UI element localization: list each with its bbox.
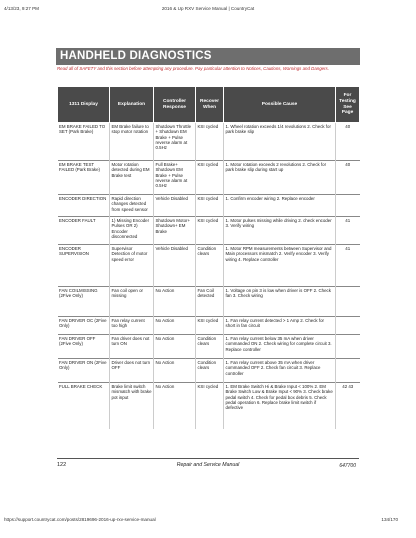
cell-cause: 1. Wheel rotation exceeds 1/4 revolutions 2. Check for park brake slip [224,123,336,161]
cell-explanation: Fan coil open or missing [110,287,154,317]
cell-display: FAN DRIVER OFF (2Five Only) [58,335,110,359]
cell-display: ENCODER DIRECTION [58,195,110,217]
cell-cause: 1. Motor pulses missing while driving 2. check encoder 3. Verify wiring [224,217,336,245]
table-row [58,287,360,317]
cell-recover: KSI cycled [196,217,224,245]
cell-response: No Action [154,335,196,359]
cell-response: Shutdown Throttle + Shutdown EM Brake + Pulse reverse alarm at 0.5Hz [154,123,196,161]
table-header-row [58,87,360,123]
cell-cause: 1. Motor RPM measurements between Supervisor and Main processors mismatch 2. Verify encoder 3. Verify wiring 4. Replace controller [224,245,336,287]
cell-page [336,335,360,359]
table-row [58,359,360,383]
cell-explanation: EM Brake failure to stop motor rotation [110,123,154,161]
cell-display: FAN COILMISSING (2Five Only) [58,287,110,317]
cell-recover: KSI cycled [196,195,224,217]
cell-display: FAN DRIVER OC (2Five Only) [58,317,110,335]
cell-explanation: Fan relay current too high [110,317,154,335]
cell-response: No Action [154,287,196,317]
page-count: 134/170 [381,517,398,522]
cell-recover: Condition clears [196,359,224,383]
cell-response: Shutdown Motor+ Shutdown+ EM Brake [154,217,196,245]
cell-cause: 1. Confirm encoder wiring 2. Replace encoder [224,195,336,217]
cell-recover: Condition clears [196,335,224,359]
header-page: For Testing See Page [336,87,360,123]
cell-recover: Fan Coil detected [196,287,224,317]
cell-cause: 1. Fan relay current below 35 mA when driver commanded ON 2. Check wiring for complete circuit 3. Replace controller [224,335,336,359]
table-row [58,317,360,335]
cell-response: No Action [154,359,196,383]
cell-explanation: Rapid direction changes detected from speed sensor [110,195,154,217]
cell-cause: 1. Voltage on pin 3 is low when driver is OFF 2. Check fan 3. Check wiring [224,287,336,317]
cell-cause: 1. EM Brake Switch Hi & Brake Input < 100% 2. EM Brake Switch Low & Brake Input < 90% 3. Check brake pedal switch 4. Check for pedal box debris 5. Check pedal operation 6. Replace brake limit switch if defective [224,383,336,429]
table-row [58,335,360,359]
header-recover: Recover When [196,87,224,123]
table-row [58,383,360,429]
cell-recover: KSI cycled [196,383,224,429]
cell-cause: 1. Fan relay current above 35 mA when driver commanded OFF 2. Check fan circuit 3. Replace controller [224,359,336,383]
footer-divider [57,458,359,459]
cell-page: 40 [336,123,360,161]
cell-explanation: Motor rotation detected during EM Brake test [110,161,154,195]
cell-response: Vehicle Disabled [154,245,196,287]
safety-warning: Read all of SAFETY and this section before attempting any procedure. Pay particular attention to Notices, Cautions, Warnings and Dangers. [57,66,329,71]
table-row [58,123,360,161]
cell-page: 41 [336,245,360,287]
cell-display: EM BRAKE FAILED TO SET (Park Brake) [58,123,110,161]
cell-recover: KSI cycled [196,317,224,335]
diagnostics-table [57,86,360,429]
table-row [58,195,360,217]
cell-response: Full Brake+ Shutdown EM Brake + Pulse reverse alarm at 0.5Hz [154,161,196,195]
cell-display: FAN DRIVER ON (2Five Only) [58,359,110,383]
page-url: https://support.countrycat.com/posts/2819696-2016-up-rxv-service-manual [4,517,156,522]
table-row [58,217,360,245]
cell-explanation: Supervisor Detection of motor speed error [110,245,154,287]
cell-recover: KSI cycled [196,123,224,161]
table-row [58,245,360,287]
print-datetime: 4/13/23, 9:27 PM [4,6,39,11]
footer-title: Repair and Service Manual [176,462,240,468]
header-display: 1311 Display [58,87,110,123]
cell-display: ENCODER SUPERVISION [58,245,110,287]
cell-page: 42 43 [336,383,360,429]
cell-recover: Condition clears [196,245,224,287]
cell-page [336,195,360,217]
footer-code: 647700 [339,463,356,469]
cell-response: No Action [154,383,196,429]
section-title: HANDHELD DIAGNOSTICS [56,48,360,65]
cell-page [336,287,360,317]
header-cause: Possible Cause [224,87,336,123]
cell-explanation: Brake limit switch mismatch with brake pot input [110,383,154,429]
cell-display: ENCODER FAULT [58,217,110,245]
cell-response: Vehicle Disabled [154,195,196,217]
header-response: Controller Response [154,87,196,123]
cell-page: 40 [336,161,360,195]
cell-page: 41 [336,217,360,245]
cell-display: FULL BRAKE CHECK [58,383,110,429]
cell-page [336,359,360,383]
cell-explanation: Fan driver does not turn ON [110,335,154,359]
table-row [58,161,360,195]
header-explanation: Explanation [110,87,154,123]
tab-title: 2016 & Up RXV Service Manual | CountryCat [161,6,255,11]
cell-recover: KSI cycled [196,161,224,195]
cell-explanation: Driver does not turn OFF [110,359,154,383]
cell-cause: 1. Motor rotation exceeds 2 revolutions 2. Check for park brake slip during start up [224,161,336,195]
browser-header [4,6,412,16]
cell-cause: 1. Fan relay current detected > 1 Amp 2. Check for short in fan circuit [224,317,336,335]
cell-page [336,317,360,335]
cell-response: No Action [154,317,196,335]
cell-explanation: 1) Missing Encoder Pulses OR 2) Encoder disconnected [110,217,154,245]
footer-page-number: 122 [57,462,67,468]
cell-display: EM BRAKE TEST FAILED (Park Brake) [58,161,110,195]
